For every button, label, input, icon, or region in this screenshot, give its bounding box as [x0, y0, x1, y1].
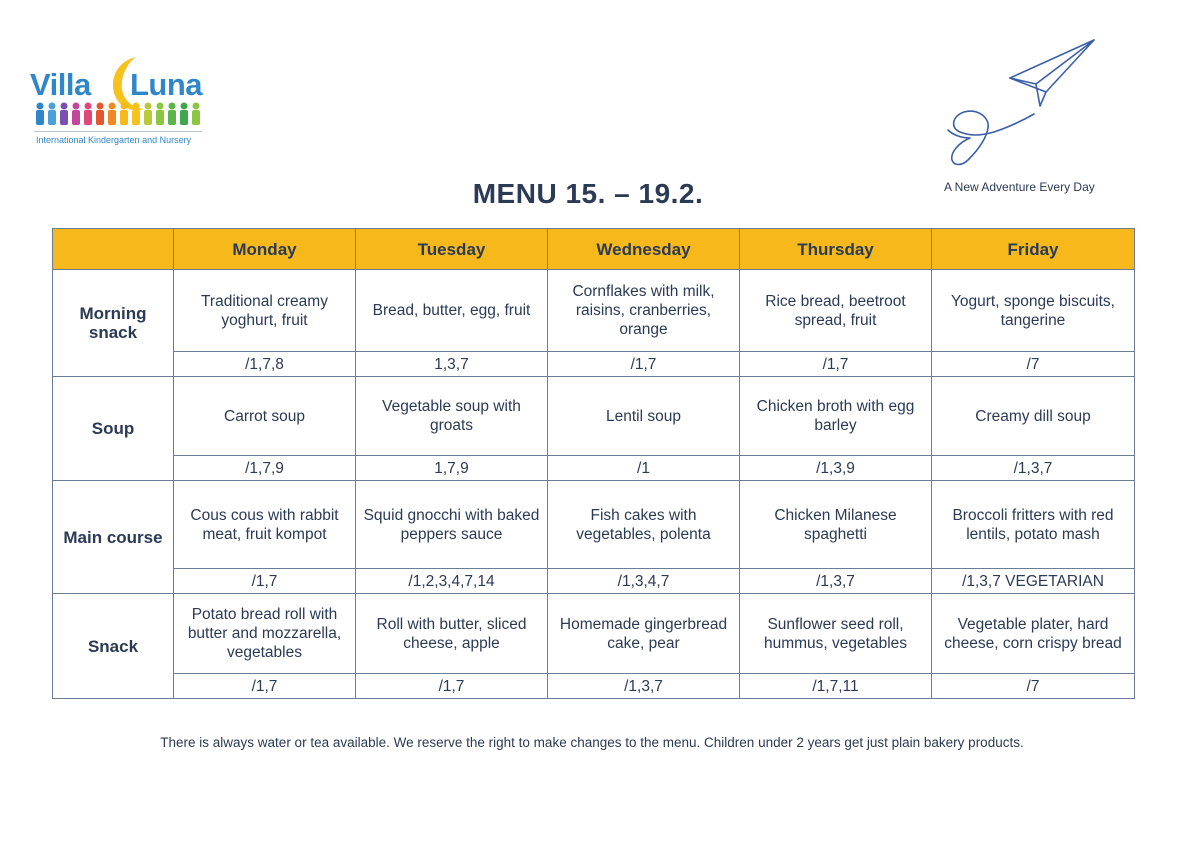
allergen-cell: /1,7 — [548, 352, 740, 377]
villa-luna-logo — [30, 55, 210, 150]
allergen-cell: /1,3,7 — [740, 569, 932, 594]
allergen-cell: /1,2,3,4,7,14 — [356, 569, 548, 594]
allergen-cell: /1,7,9 — [174, 456, 356, 481]
plane-tagline: A New Adventure Every Day — [944, 180, 1095, 194]
dish-cell: Cornflakes with milk, raisins, cranberries, orange — [548, 270, 740, 352]
table-row — [53, 594, 1135, 674]
dish-cell: Vegetable soup with groats — [356, 377, 548, 456]
dish-cell: Vegetable plater, hard cheese, corn crispy bread — [932, 594, 1135, 674]
allergen-cell: /1,3,7 VEGETARIAN — [932, 569, 1135, 594]
dish-cell: Potato bread roll with butter and mozzarella, vegetables — [174, 594, 356, 674]
allergen-cell: /1,3,7 — [548, 674, 740, 699]
allergen-cell: 1,7,9 — [356, 456, 548, 481]
header-day: Monday — [174, 229, 356, 270]
dish-cell: Sunflower seed roll, hummus, vegetables — [740, 594, 932, 674]
table-row — [53, 270, 1135, 352]
dish-cell: Chicken broth with egg barley — [740, 377, 932, 456]
allergen-cell: /1,7 — [174, 674, 356, 699]
table-row — [53, 456, 1135, 481]
table-row — [53, 352, 1135, 377]
dish-cell: Creamy dill soup — [932, 377, 1135, 456]
dish-cell: Squid gnocchi with baked peppers sauce — [356, 481, 548, 569]
table-row — [53, 569, 1135, 594]
dish-cell: Traditional creamy yoghurt, fruit — [174, 270, 356, 352]
logo-tagline: International Kindergarten and Nursery — [36, 135, 192, 145]
row-label: Morning snack — [53, 270, 174, 377]
dish-cell: Bread, butter, egg, fruit — [356, 270, 548, 352]
header-day: Wednesday — [548, 229, 740, 270]
children-figures-icon — [34, 101, 206, 127]
table-row — [53, 481, 1135, 569]
logo-divider — [34, 131, 202, 132]
dish-cell: Cous cous with rabbit meat, fruit kompot — [174, 481, 356, 569]
table-row — [53, 377, 1135, 456]
allergen-cell: /1,3,7 — [932, 456, 1135, 481]
dish-cell: Chicken Milanese spaghetti — [740, 481, 932, 569]
dish-cell: Broccoli fritters with red lentils, potato mash — [932, 481, 1135, 569]
allergen-cell: /1,7 — [740, 352, 932, 377]
table-row — [53, 674, 1135, 699]
row-label: Soup — [53, 377, 174, 481]
allergen-cell: /1,7 — [174, 569, 356, 594]
paper-plane-icon — [940, 36, 1110, 171]
allergen-cell: /7 — [932, 352, 1135, 377]
dish-cell: Carrot soup — [174, 377, 356, 456]
table-header-row — [53, 229, 1135, 270]
page-title: MENU 15. – 19.2. — [472, 178, 704, 209]
allergen-cell: /1 — [548, 456, 740, 481]
header-day: Tuesday — [356, 229, 548, 270]
dish-cell: Fish cakes with vegetables, polenta — [548, 481, 740, 569]
dish-cell: Homemade gingerbread cake, pear — [548, 594, 740, 674]
dish-cell: Roll with butter, sliced cheese, apple — [356, 594, 548, 674]
allergen-cell: /1,3,9 — [740, 456, 932, 481]
dish-cell: Rice bread, beetroot spread, fruit — [740, 270, 932, 352]
footnote: There is always water or tea available. We reserve the right to make changes to the menu. Children under 2 years get just plain bakery products. — [160, 735, 1024, 750]
allergen-cell: /1,7 — [356, 674, 548, 699]
header-corner — [53, 229, 174, 270]
row-label: Main course — [53, 481, 174, 594]
allergen-cell: /1,7,11 — [740, 674, 932, 699]
header-day: Friday — [932, 229, 1135, 270]
allergen-cell: /7 — [932, 674, 1135, 699]
menu-table — [52, 228, 1135, 699]
allergen-cell: 1,3,7 — [356, 352, 548, 377]
allergen-cell: /1,7,8 — [174, 352, 356, 377]
logo-name-left: Villa — [30, 67, 91, 102]
header-day: Thursday — [740, 229, 932, 270]
dish-cell: Lentil soup — [548, 377, 740, 456]
allergen-cell: /1,3,4,7 — [548, 569, 740, 594]
dish-cell: Yogurt, sponge biscuits, tangerine — [932, 270, 1135, 352]
logo-name-right: Luna — [130, 67, 203, 102]
row-label: Snack — [53, 594, 174, 699]
